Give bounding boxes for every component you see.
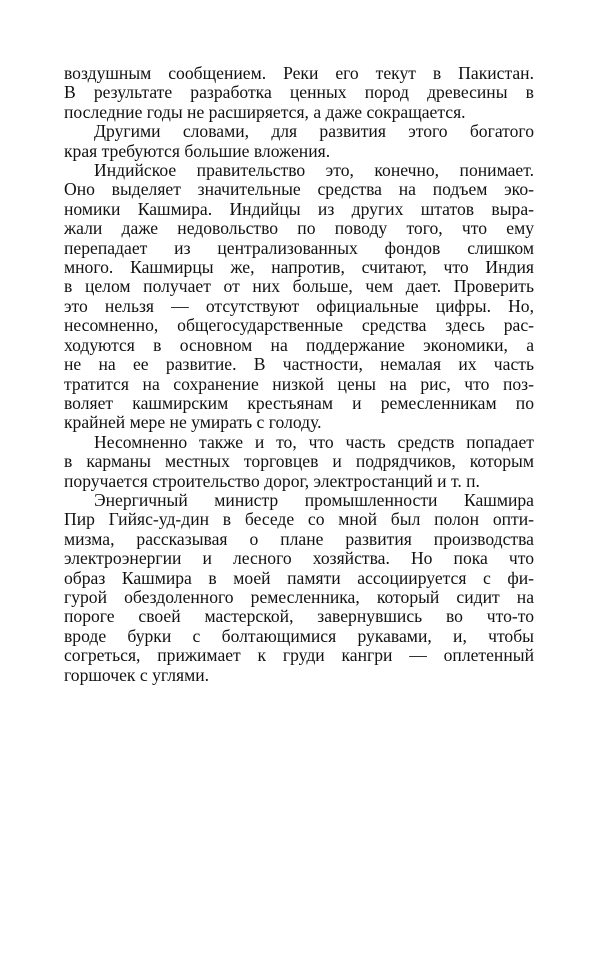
text-line: пороге своей мастерской, завернувшись во что-то — [64, 606, 534, 627]
book-page — [64, 64, 534, 685]
text-line: последние годы не расширяется, а даже сокращается. — [64, 101, 466, 122]
text-line: горшочек с углями. — [64, 664, 210, 685]
text-line: Оно выделяет значительные средства на подъем эко- — [64, 179, 534, 200]
text-line: Индийское правительство это, конечно, понимает. — [94, 160, 534, 181]
text-line: не на ее развитие. В частности, немалая их часть — [64, 354, 534, 375]
text-line: гурой обездоленного ремесленника, который сидит на — [64, 586, 534, 607]
text-line: согреться, прижимает к груди кангри — оплетенный — [64, 645, 534, 666]
text-line: воляет кашмирским крестьянам и ремесленникам по — [64, 392, 534, 413]
text-line: Несомненно также и то, что часть средств попадает — [94, 431, 534, 452]
text-line: мизма, рассказывая о плане развития производства — [64, 528, 534, 549]
text-line: воздушным сообщением. Реки его текут в Пакистан. — [64, 63, 534, 83]
paragraph-contractors — [64, 433, 534, 491]
text-line: номики Кашмира. Индийцы из других штатов выра- — [64, 198, 534, 219]
text-line: крайней мере не умирать с голоду. — [64, 412, 322, 433]
text-line: поручается строительство дорог, электростанций и т. п. — [64, 470, 480, 491]
text-line: Энергичный министр промышленности Кашмира — [94, 489, 534, 510]
text-line: ходуются в основном на поддержание экономики, а — [64, 334, 534, 355]
text-line: в карманы местных торговцев и подрядчиков, которым — [64, 451, 534, 472]
text-line: перепадает из централизованных фондов слишком — [64, 237, 534, 258]
text-line: это нельзя — отсутствуют официальные цифры. Но, — [64, 295, 534, 316]
paragraph-minister — [64, 491, 534, 685]
paragraph-investment — [64, 122, 534, 161]
text-line: образ Кашмира в моей памяти ассоциируется с фи- — [64, 567, 534, 588]
text-line: Пир Гийяс-уд-дин в беседе со мной был полон опти- — [64, 509, 534, 530]
text-line: много. Кашмирцы же, напротив, считают, что Индия — [64, 257, 534, 278]
text-line: жали даже недовольство по поводу того, что ему — [64, 218, 534, 239]
text-line: вроде бурки с болтающимися рукавами, и, чтобы — [64, 625, 534, 646]
text-line: края требуются большие вложения. — [64, 140, 331, 161]
text-line: в целом получает от них больше, чем дает. Проверить — [64, 276, 534, 297]
text-line: несомненно, общегосударственные средства здесь рас- — [64, 315, 534, 336]
paragraph-continuation — [64, 64, 534, 122]
paragraph-government — [64, 161, 534, 433]
text-line: тратится на сохранение низкой цены на рис, что поз- — [64, 373, 534, 394]
text-line: Другими словами, для развития этого богатого — [94, 121, 534, 142]
text-line: электроэнергии и лесного хозяйства. Но пока что — [64, 548, 534, 569]
text-line: В результате разработка ценных пород древесины в — [64, 82, 534, 103]
